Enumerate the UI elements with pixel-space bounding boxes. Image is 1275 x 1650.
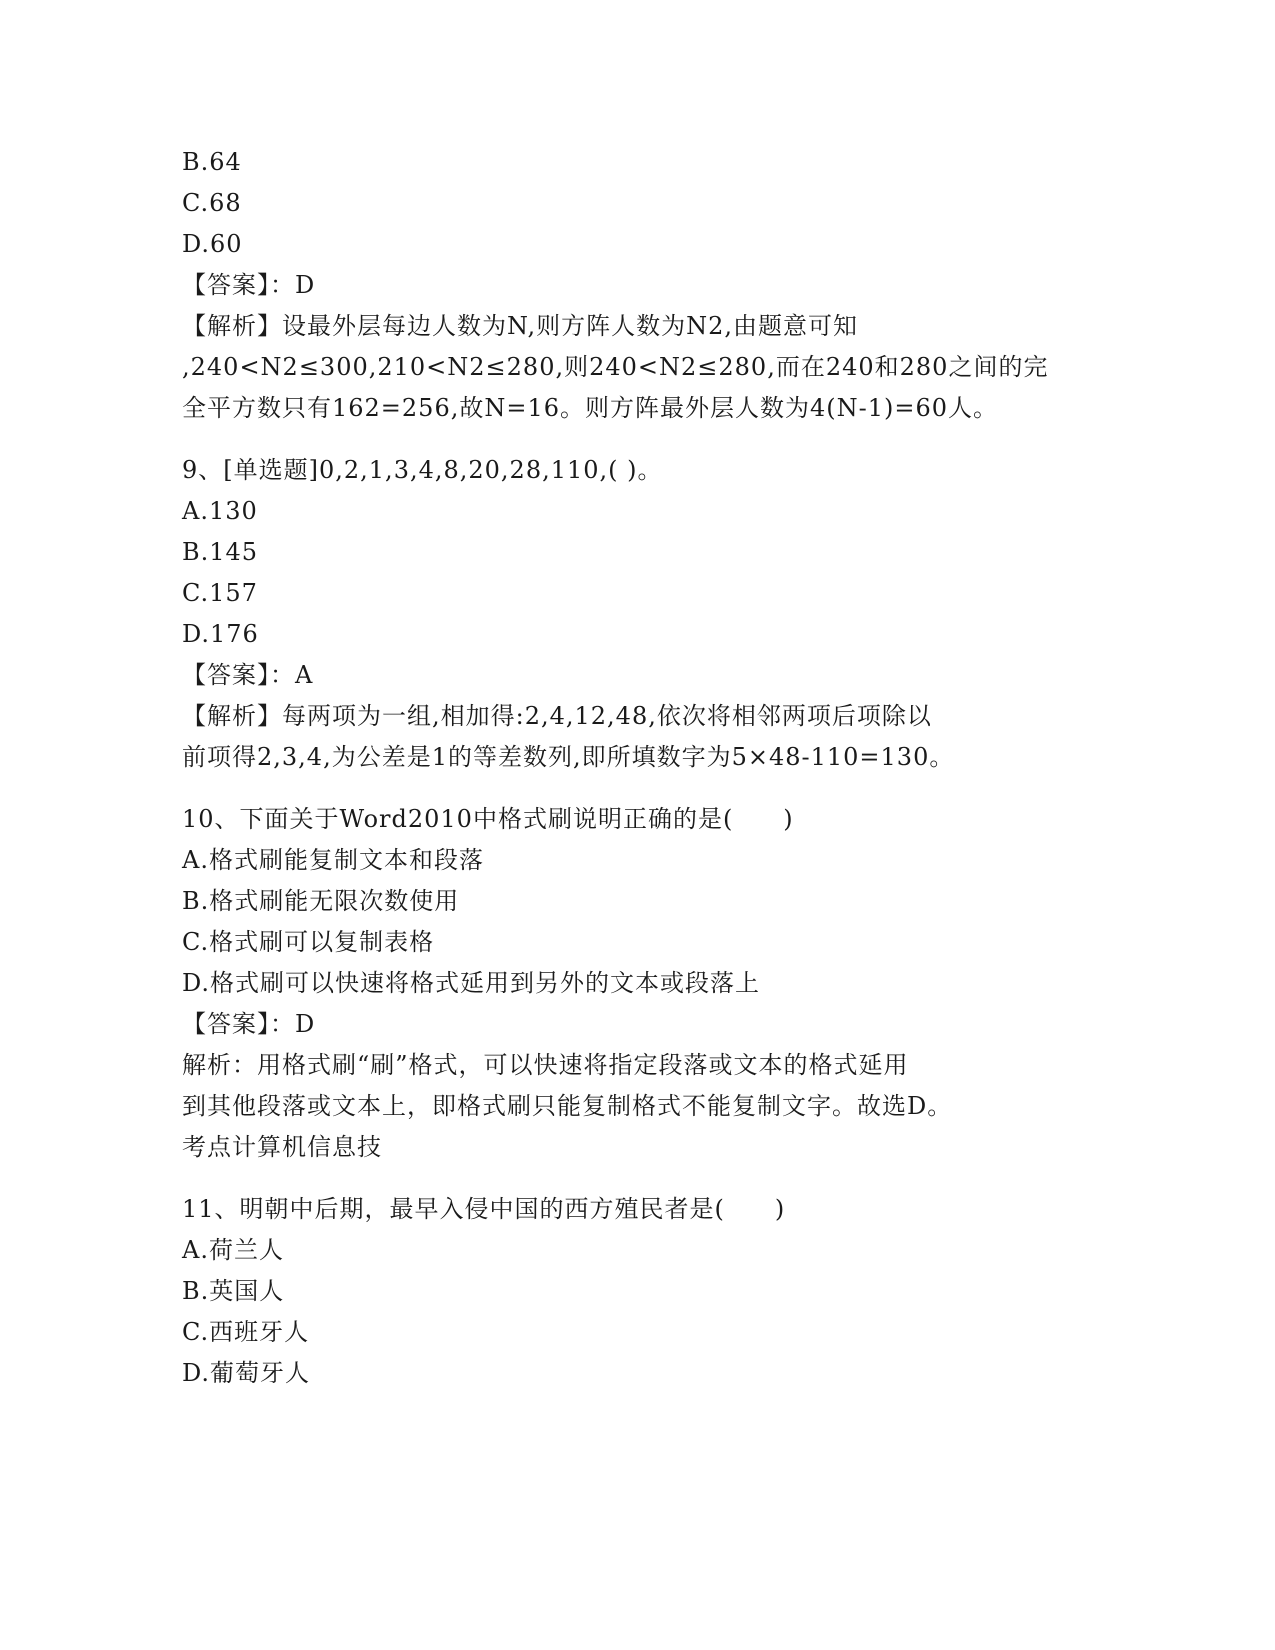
option-a: A.格式刷能复制文本和段落: [182, 846, 484, 874]
option-b: B.64: [182, 148, 242, 176]
question-8-tail: [182, 142, 1062, 429]
analysis-line: 到其他段落或文本上，即格式刷只能复制格式不能复制文字。故选D。: [182, 1092, 953, 1120]
option-b: B.145: [182, 538, 259, 566]
option-c: C.西班牙人: [182, 1318, 310, 1346]
analysis-line: 前项得2,3,4,为公差是1的等差数列,即所填数字为5×48-110=130。: [182, 743, 955, 771]
analysis-line: 【解析】每两项为一组,相加得:2,4,12,48,依次将相邻两项后项除以: [182, 702, 932, 730]
question-stem: 10、下面关于Word2010中格式刷说明正确的是( ): [182, 805, 794, 833]
analysis-line: 全平方数只有162=256,故N=16。则方阵最外层人数为4(N-1)=60人。: [182, 394, 999, 422]
answer-line: 【答案】：A: [182, 661, 314, 689]
answer-line: 【答案】：D: [182, 271, 316, 299]
option-b: B.格式刷能无限次数使用: [182, 887, 460, 915]
option-c: C.68: [182, 189, 242, 217]
analysis-line: 解析：用格式刷“刷”格式，可以快速将指定段落或文本的格式延用: [182, 1051, 909, 1079]
option-a: A.荷兰人: [182, 1236, 284, 1264]
option-d: D.格式刷可以快速将格式延用到另外的文本或段落上: [182, 969, 761, 997]
analysis-line: 【解析】设最外层每边人数为N,则方阵人数为N2,由题意可知: [182, 312, 858, 340]
option-b: B.英国人: [182, 1277, 285, 1305]
analysis-line: 考点计算机信息技: [182, 1133, 382, 1161]
question-10: [182, 799, 1062, 1168]
answer-line: 【答案】：D: [182, 1010, 316, 1038]
question-stem: 11、明朝中后期，最早入侵中国的西方殖民者是( ): [182, 1195, 786, 1223]
question-11: [182, 1189, 1062, 1394]
option-c: C.格式刷可以复制表格: [182, 928, 435, 956]
option-d: D.60: [182, 230, 243, 258]
question-9: [182, 450, 1062, 778]
question-stem: 9、[单选题]0,2,1,3,4,8,20,28,110,( )。: [182, 456, 663, 484]
document-page: [182, 142, 1062, 1394]
option-a: A.130: [182, 497, 258, 525]
option-c: C.157: [182, 579, 258, 607]
analysis-line: ,240<N2≤300,210<N2≤280,则240<N2≤280,而在240和280之间的完: [182, 353, 1049, 381]
option-d: D.176: [182, 620, 259, 648]
option-d: D.葡萄牙人: [182, 1359, 311, 1387]
